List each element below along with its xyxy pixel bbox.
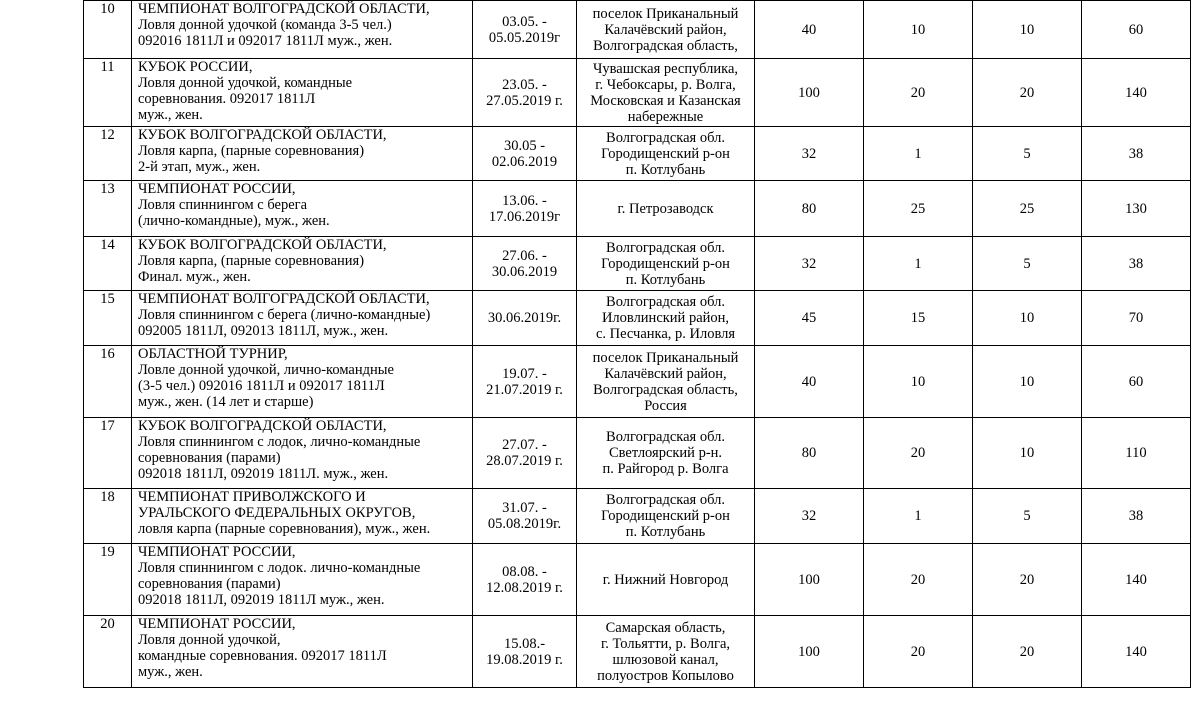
event-name-cell (132, 418, 473, 489)
count-cell-1: 32 (755, 237, 864, 291)
event-date-cell (473, 181, 577, 237)
event-place-cell (577, 616, 755, 688)
event-place-line: г. Чебоксары, р. Волга, (595, 76, 736, 93)
event-name-cell (132, 616, 473, 688)
event-place-line: поселок Приканальный (592, 5, 739, 22)
event-place-line: Городищенский р-он (601, 255, 730, 272)
event-date-line: 03.05. - (502, 13, 547, 30)
table-row (84, 59, 1191, 127)
count-cell-1: 32 (755, 489, 864, 544)
event-place-line: г. Петрозаводск (617, 200, 714, 217)
event-place-cell (577, 346, 755, 418)
row-number-cell: 17 (84, 418, 132, 489)
event-name-line: ЧЕМПИОНАТ ВОЛГОГРАДСКОЙ ОБЛАСТИ, (138, 291, 430, 307)
event-name-line: КУБОК ВОЛГОГРАДСКОЙ ОБЛАСТИ, (138, 418, 387, 434)
event-name-line: Ловле донной удочкой, лично-командные (138, 362, 394, 378)
event-name-line: Ловля донной удочкой, командные (138, 75, 353, 91)
event-date-line: 21.07.2019 г. (486, 381, 563, 398)
events-table-body (84, 1, 1191, 688)
event-name-line: соревнования. 092017 1811Л (138, 91, 316, 107)
event-place-line: Волгоградская обл. (606, 239, 725, 256)
table-row (84, 418, 1191, 489)
event-name-cell (132, 544, 473, 616)
event-date-line: 13.06. - (502, 192, 547, 209)
event-name-line: муж., жен. (138, 664, 203, 680)
event-name-line: КУБОК ВОЛГОГРАДСКОЙ ОБЛАСТИ, (138, 127, 387, 143)
count-cell-3: 5 (973, 237, 1082, 291)
count-cell-4: 110 (1082, 418, 1191, 489)
table-row (84, 181, 1191, 237)
event-place-cell (577, 59, 755, 127)
event-place-cell (577, 489, 755, 544)
event-place-line: поселок Приканальный (592, 349, 739, 366)
count-cell-4: 140 (1082, 544, 1191, 616)
events-table (83, 0, 1191, 688)
count-cell-1: 100 (755, 616, 864, 688)
event-place-line: г. Тольятти, р. Волга, (600, 635, 731, 652)
event-place-line: Городищенский р-он (601, 508, 730, 524)
event-name-line: КУБОК РОССИИ, (138, 59, 253, 75)
event-name-line: 092018 1811Л, 092019 1811Л муж., жен. (138, 592, 385, 608)
row-number-cell: 20 (84, 616, 132, 688)
event-name-cell (132, 346, 473, 418)
count-cell-1: 40 (755, 346, 864, 418)
event-date-line: 17.06.2019г (488, 208, 561, 225)
event-name-line: 092018 1811Л, 092019 1811Л. муж., жен. (138, 466, 389, 482)
event-name-line: соревнования (парами) (138, 576, 281, 592)
event-name-line: ОБЛАСТНОЙ ТУРНИР, (138, 346, 288, 362)
row-number-cell: 13 (84, 181, 132, 237)
event-date-line: 15.08.- (503, 635, 546, 652)
count-cell-3: 25 (973, 181, 1082, 237)
event-name-line: ловля карпа (парные соревнования), муж., жен. (138, 521, 431, 537)
event-name-cell (132, 237, 473, 291)
event-name-line: УРАЛЬСКОГО ФЕДЕРАЛЬНЫХ ОКРУГОВ, (138, 505, 416, 521)
count-cell-2: 10 (864, 346, 973, 418)
event-name-line: Ловля спиннингом с берега (лично-командные) (138, 307, 431, 323)
row-number-cell: 19 (84, 544, 132, 616)
event-name-line: Ловля карпа, (парные соревнования) (138, 253, 365, 269)
event-date-line: 23.05. - (502, 76, 547, 93)
event-name-line: муж., жен. (138, 107, 203, 123)
event-place-line: г. Нижний Новгород (602, 571, 729, 588)
event-date-cell (473, 1, 577, 59)
count-cell-1: 80 (755, 181, 864, 237)
count-cell-3: 20 (973, 544, 1082, 616)
count-cell-4: 38 (1082, 489, 1191, 544)
event-place-line: п. Котлубань (625, 524, 706, 540)
event-place-line: п. Котлубань (625, 161, 706, 178)
event-place-line: п. Райгород р. Волга (602, 461, 729, 477)
count-cell-4: 60 (1082, 346, 1191, 418)
event-date-cell (473, 418, 577, 489)
count-cell-2: 10 (864, 1, 973, 59)
table-row (84, 616, 1191, 688)
event-date-line: 30.06.2019г. (487, 310, 562, 326)
event-date-cell (473, 544, 577, 616)
event-name-line: Ловля спиннингом с берега (138, 197, 308, 213)
event-name-line: ЧЕМПИОНАТ РОССИИ, (138, 544, 296, 560)
event-place-cell (577, 1, 755, 59)
event-date-cell (473, 291, 577, 346)
count-cell-2: 20 (864, 418, 973, 489)
count-cell-3: 10 (973, 346, 1082, 418)
event-name-line: командные соревнования. 092017 1811Л (138, 648, 387, 664)
event-date-line: 08.08. - (502, 563, 547, 580)
event-place-line: Иловлинский район, (601, 310, 730, 326)
event-place-line: Волгоградская обл. (606, 294, 725, 310)
event-date-cell (473, 59, 577, 127)
event-place-line: Волгоградская обл. (606, 129, 725, 146)
event-name-line: Ловля донной удочкой, (138, 632, 281, 648)
row-number-cell: 18 (84, 489, 132, 544)
event-name-cell (132, 127, 473, 181)
count-cell-4: 130 (1082, 181, 1191, 237)
row-number-cell: 11 (84, 59, 132, 127)
event-place-line: Волгоградская область, (593, 381, 738, 398)
event-date-line: 27.06. - (502, 247, 547, 264)
count-cell-1: 100 (755, 59, 864, 127)
event-place-cell (577, 418, 755, 489)
count-cell-2: 20 (864, 616, 973, 688)
event-date-line: 05.05.2019г (488, 29, 561, 46)
event-name-line: Финал. муж., жен. (138, 269, 251, 285)
count-cell-4: 140 (1082, 59, 1191, 127)
event-place-line: шлюзовой канал, (612, 651, 719, 668)
event-name-line: Ловля спиннингом с лодок. лично-командные (138, 560, 421, 576)
event-name-line: ЧЕМПИОНАТ РОССИИ, (138, 616, 296, 632)
event-place-line: с. Песчанка, р. Иловля (595, 326, 736, 342)
count-cell-3: 5 (973, 127, 1082, 181)
event-place-line: Волгоградская область, (593, 37, 738, 54)
event-place-cell (577, 544, 755, 616)
event-name-cell (132, 1, 473, 59)
table-row (84, 291, 1191, 346)
event-date-line: 30.06.2019 (491, 263, 558, 280)
event-name-line: муж., жен. (14 лет и старше) (138, 394, 314, 410)
event-name-line: (лично-командные), муж., жен. (138, 213, 330, 229)
event-date-line: 27.05.2019 г. (486, 92, 563, 109)
event-place-cell (577, 181, 755, 237)
table-row (84, 127, 1191, 181)
event-place-line: Самарская область, (605, 619, 726, 636)
event-place-line: Московская и Казанская (590, 92, 741, 109)
event-name-line: ЧЕМПИОНАТ ПРИВОЛЖСКОГО И (138, 489, 366, 505)
count-cell-2: 20 (864, 59, 973, 127)
event-name-line: (3-5 чел.) 092016 1811Л и 092017 1811Л (138, 378, 385, 394)
count-cell-4: 70 (1082, 291, 1191, 346)
count-cell-2: 1 (864, 489, 973, 544)
count-cell-4: 60 (1082, 1, 1191, 59)
count-cell-1: 45 (755, 291, 864, 346)
count-cell-4: 38 (1082, 237, 1191, 291)
event-name-line: ЧЕМПИОНАТ РОССИИ, (138, 181, 296, 197)
count-cell-4: 38 (1082, 127, 1191, 181)
table-row (84, 237, 1191, 291)
count-cell-3: 20 (973, 59, 1082, 127)
count-cell-2: 15 (864, 291, 973, 346)
event-place-line: Россия (644, 397, 687, 414)
count-cell-3: 10 (973, 291, 1082, 346)
event-place-line: п. Котлубань (625, 271, 706, 288)
count-cell-1: 32 (755, 127, 864, 181)
event-date-line: 19.08.2019 г. (486, 651, 563, 668)
event-name-cell (132, 181, 473, 237)
event-name-line: Ловля спиннингом с лодок, лично-командные (138, 434, 421, 450)
table-row (84, 1, 1191, 59)
table-row (84, 544, 1191, 616)
event-place-line: Калачёвский район, (604, 365, 727, 382)
row-number-cell: 10 (84, 1, 132, 59)
event-date-cell (473, 127, 577, 181)
count-cell-3: 10 (973, 418, 1082, 489)
event-place-line: Городищенский р-он (601, 145, 730, 162)
event-place-cell (577, 127, 755, 181)
event-date-line: 28.07.2019 г. (486, 453, 563, 469)
row-number-cell: 15 (84, 291, 132, 346)
event-name-cell (132, 59, 473, 127)
event-date-cell (473, 237, 577, 291)
row-number-cell: 16 (84, 346, 132, 418)
event-name-line: 2-й этап, муж., жен. (138, 159, 261, 175)
count-cell-2: 20 (864, 544, 973, 616)
event-name-line: 092005 1811Л, 092013 1811Л, муж., жен. (138, 323, 389, 339)
event-date-line: 12.08.2019 г. (486, 579, 563, 596)
table-row (84, 346, 1191, 418)
event-date-cell (473, 346, 577, 418)
event-place-line: набережные (627, 108, 704, 125)
event-name-line: Ловля донной удочкой (команда 3-5 чел.) (138, 17, 392, 33)
event-date-line: 02.06.2019 (491, 153, 558, 170)
count-cell-2: 1 (864, 127, 973, 181)
event-name-line: 092016 1811Л и 092017 1811Л муж., жен. (138, 33, 393, 49)
event-place-line: Светлоярский р-н. (608, 445, 723, 461)
event-name-cell (132, 291, 473, 346)
event-place-cell (577, 237, 755, 291)
count-cell-2: 25 (864, 181, 973, 237)
count-cell-1: 100 (755, 544, 864, 616)
event-date-cell (473, 616, 577, 688)
count-cell-4: 140 (1082, 616, 1191, 688)
event-name-line: КУБОК ВОЛГОГРАДСКОЙ ОБЛАСТИ, (138, 237, 387, 253)
count-cell-3: 10 (973, 1, 1082, 59)
event-place-line: Волгоградская обл. (606, 492, 725, 508)
event-name-line: соревнования (парами) (138, 450, 281, 466)
row-number-cell: 14 (84, 237, 132, 291)
event-place-cell (577, 291, 755, 346)
event-date-line: 30.05 - (503, 137, 546, 154)
event-date-line: 27.07. - (502, 437, 547, 453)
event-place-line: полуостров Копылово (597, 667, 734, 684)
event-date-line: 19.07. - (502, 365, 547, 382)
table-row (84, 489, 1191, 544)
event-date-cell (473, 489, 577, 544)
event-place-line: Чувашская республика, (592, 60, 739, 77)
row-number-cell: 12 (84, 127, 132, 181)
event-name-cell (132, 489, 473, 544)
count-cell-2: 1 (864, 237, 973, 291)
count-cell-3: 5 (973, 489, 1082, 544)
event-date-line: 31.07. - (502, 500, 547, 516)
count-cell-3: 20 (973, 616, 1082, 688)
event-place-line: Калачёвский район, (604, 21, 727, 38)
event-place-line: Волгоградская обл. (606, 429, 725, 445)
event-name-line: Ловля карпа, (парные соревнования) (138, 143, 365, 159)
event-name-line: ЧЕМПИОНАТ ВОЛГОГРАДСКОЙ ОБЛАСТИ, (138, 1, 430, 17)
event-date-line: 05.08.2019г. (487, 516, 562, 532)
count-cell-1: 80 (755, 418, 864, 489)
count-cell-1: 40 (755, 1, 864, 59)
